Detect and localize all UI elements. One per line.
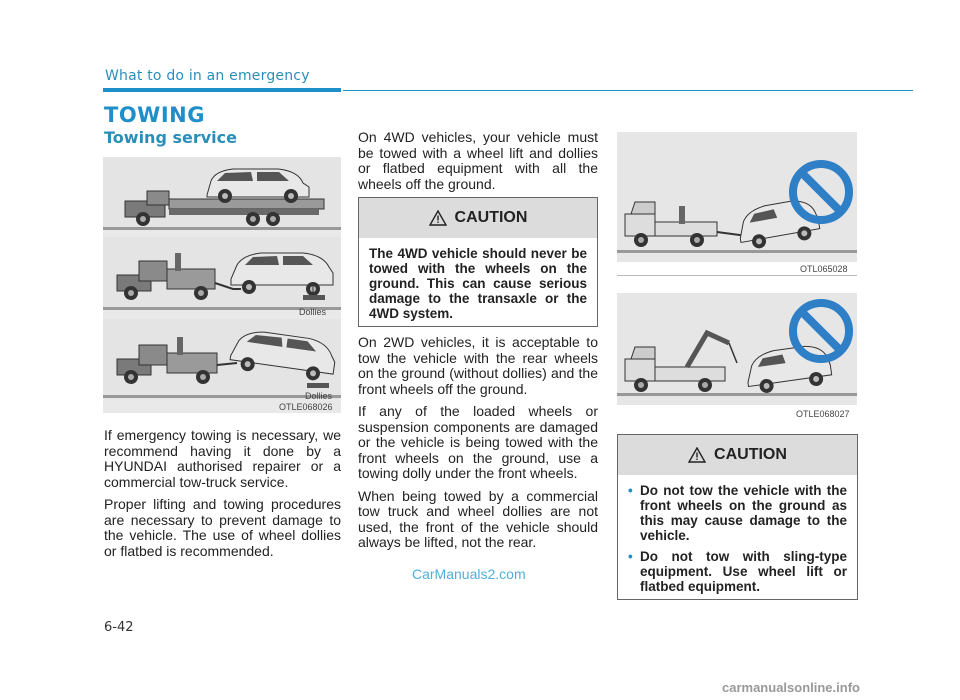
- paragraph: If any of the loaded wheels or suspension components are damaged or the vehicle is being towed with the front wheels on the ground, use a towing dolly under the front wheels.: [358, 403, 598, 481]
- caution-title: CAUTION: [454, 209, 528, 226]
- caution-title: CAUTION: [714, 446, 787, 463]
- footer-watermark: carmanualsonline.info: [722, 680, 860, 695]
- towing-methods-figure: [103, 157, 341, 413]
- subtitle: Towing service: [104, 128, 237, 147]
- caution-header: [618, 435, 857, 475]
- prohibited-tow-figure-1: [617, 132, 857, 262]
- caution-bullet: [628, 549, 847, 594]
- page-title: TOWING: [104, 103, 205, 127]
- header-rule-thin: [343, 90, 913, 92]
- section-header: What to do in an emergency: [105, 68, 310, 84]
- bullet-dot: •: [628, 483, 633, 498]
- paragraph: If emergency towing is necessary, we recommend having it done by a HYUNDAI authorised repairer or a commercial tow-truck service.: [104, 427, 341, 490]
- watermark-link[interactable]: CarManuals2.com: [412, 566, 526, 582]
- figure-code-2: OTL065028: [800, 264, 848, 274]
- caution-header: [359, 198, 597, 238]
- caution-list: [618, 475, 857, 608]
- paragraph: On 4WD vehicles, your vehicle must be towed with a wheel lift and dollies or flatbed equipment with all the wheels off the ground.: [358, 129, 598, 192]
- caution-box-4wd: [358, 197, 598, 327]
- column2-intro: [358, 130, 598, 199]
- figure-divider: [617, 275, 857, 276]
- caution-bullet: [628, 483, 847, 543]
- paragraph: On 2WD vehicles, it is acceptable to tow the vehicle with the rear wheels on the ground (without dollies) and the front wheels off the ground.: [358, 334, 598, 397]
- figure-code-1: OTLE068026: [279, 402, 333, 412]
- towing-methods-illustration: [103, 157, 341, 413]
- caution-text: The 4WD vehicle should never be towed with the wheels on the ground. This can cause serious damage to the transaxle or the 4WD system.: [369, 246, 587, 321]
- dollies-label-2: Dollies: [305, 391, 333, 401]
- warning-triangle-icon: [688, 447, 706, 463]
- sling-tow-illustration: [617, 293, 857, 405]
- paragraph: Proper lifting and towing procedures are necessary to prevent damage to the vehicle. The use of wheel dollies or flatbed is recommended.: [104, 496, 341, 559]
- caution-box-towing: [617, 434, 858, 600]
- caution-bullet-text: Do not tow the vehicle with the front wheels on the ground as this may cause damage to the vehicle.: [640, 483, 847, 543]
- page-number: 6-42: [104, 620, 134, 635]
- paragraph: When being towed by a commercial tow truck and wheel dollies are not used, the front of the vehicle should always be lifted, not the rear.: [358, 487, 598, 550]
- front-wheels-on-ground-illustration: [617, 132, 857, 262]
- header-rule-thick: [103, 88, 341, 92]
- dollies-label-1: Dollies: [299, 307, 327, 317]
- column2-text: [358, 335, 598, 558]
- bullet-dot: •: [628, 549, 633, 564]
- figure-code-3: OTLE068027: [796, 409, 850, 419]
- caution-bullet-text: Do not tow with sling-type equipment. Use wheel lift or flatbed equipment.: [640, 549, 847, 594]
- column1-text: [104, 428, 341, 566]
- prohibited-tow-figure-2: [617, 293, 857, 405]
- warning-triangle-icon: [429, 210, 447, 226]
